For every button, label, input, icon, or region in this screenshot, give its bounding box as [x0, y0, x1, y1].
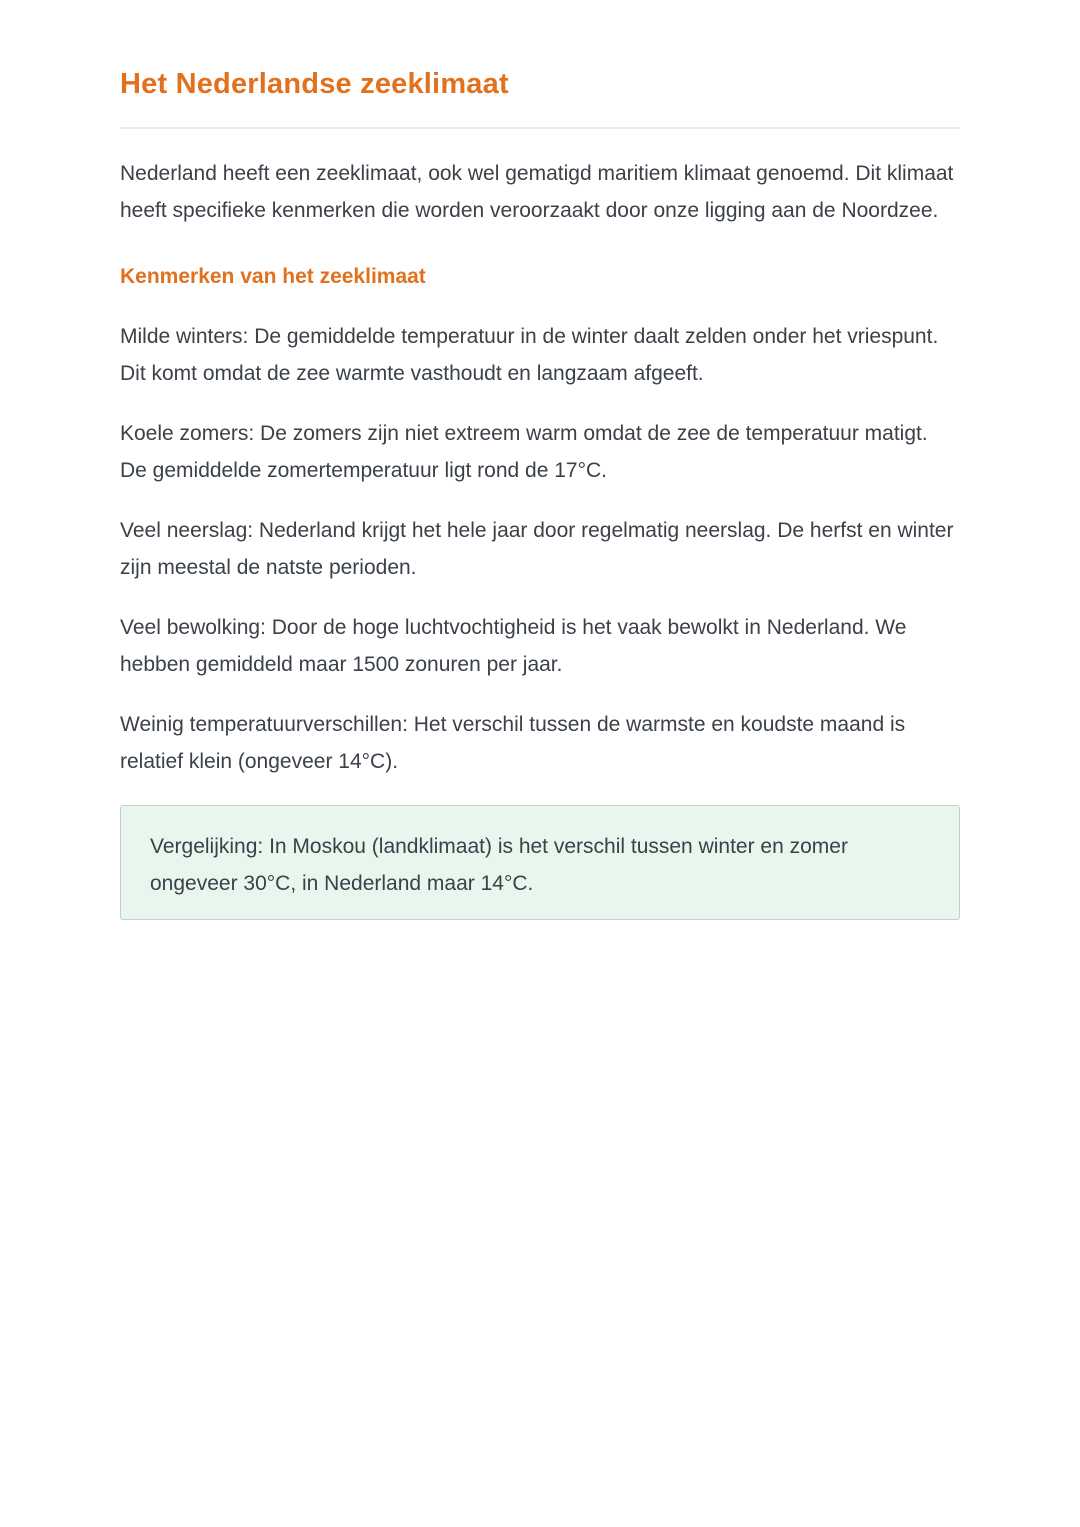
article-content	[120, 66, 960, 920]
comparison-callout-text: Vergelijking: In Moskou (landklimaat) is het verschil tussen winter en zomer ongeveer 30°C, in Nederland maar 14°C.	[150, 835, 848, 895]
paragraph-koele-zomers: Koele zomers: De zomers zijn niet extreem warm omdat de zee de temperatuur matigt. De gemiddelde zomertemperatuur ligt rond de 17°C.	[120, 422, 928, 482]
section-heading-kenmerken: Kenmerken van het zeeklimaat	[120, 265, 426, 288]
comparison-callout	[120, 805, 960, 920]
page-title: Het Nederlandse zeeklimaat	[120, 66, 960, 129]
paragraph-milde-winters: Milde winters: De gemiddelde temperatuur in de winter daalt zelden onder het vriespunt. Dit komt omdat de zee warmte vasthoudt en langzaam afgeeft.	[120, 325, 939, 385]
paragraph-veel-neerslag: Veel neerslag: Nederland krijgt het hele jaar door regelmatig neerslag. De herfst en winter zijn meestal de natste perioden.	[120, 519, 954, 579]
intro-paragraph: Nederland heeft een zeeklimaat, ook wel gematigd maritiem klimaat genoemd. Dit klimaat heeft specifieke kenmerken die worden veroorzaakt door onze ligging aan de Noordzee.	[120, 162, 954, 222]
paragraph-veel-bewolking: Veel bewolking: Door de hoge luchtvochtigheid is het vaak bewolkt in Nederland. We hebben gemiddeld maar 1500 zonuren per jaar.	[120, 616, 907, 676]
paragraph-weinig-temperatuurverschillen: Weinig temperatuurverschillen: Het verschil tussen de warmste en koudste maand is relatief klein (ongeveer 14°C).	[120, 713, 906, 773]
